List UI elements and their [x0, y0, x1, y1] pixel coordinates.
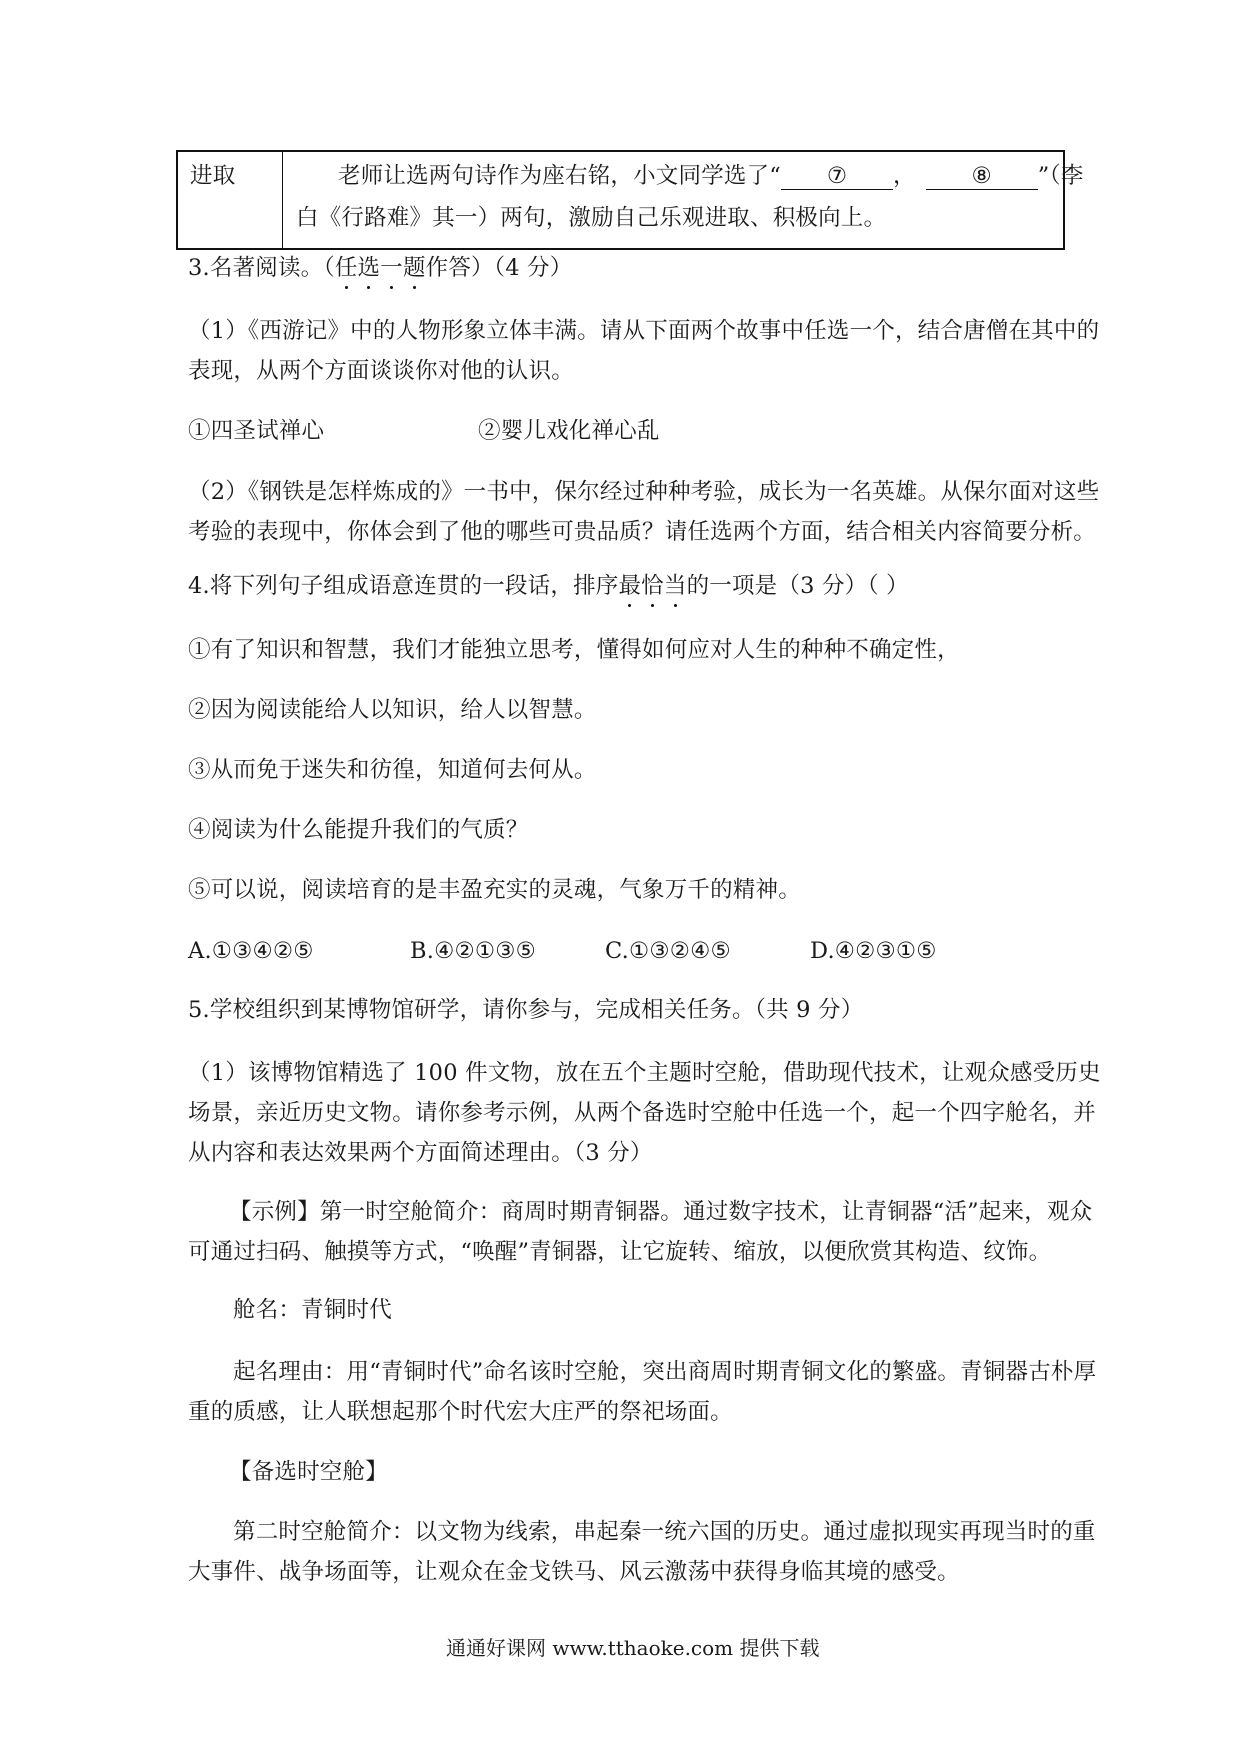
- q5-reason-line2: 重的质感，让人联想起那个时代宏大庄严的祭祀场面。: [188, 1399, 733, 1425]
- q4-choice-b: B.④②①③⑤: [410, 938, 536, 964]
- q5-alternatives-heading: 【备选时空舱】: [229, 1459, 388, 1485]
- table-line-1-prefix: 老师让选两句诗作为座右铭，小文同学选了“: [338, 163, 782, 189]
- q4-title-suffix: 的一项是（3 分）（ ）: [686, 573, 909, 599]
- q3-title-prefix: 3.名著阅读。（: [188, 255, 335, 281]
- q4-sentence-5: ⑤可以说，阅读培育的是丰盈充实的灵魂，气象万千的精神。: [188, 877, 801, 903]
- emphasis-char: 当: [663, 573, 687, 599]
- blank-7: ⑦: [781, 165, 893, 190]
- q4-title-prefix: 4.将下列句子组成语意连贯的一段话，排序: [188, 573, 619, 599]
- q4-choice-c: C.①③②④⑤: [605, 938, 731, 964]
- table-line-1-suffix: ”（李: [1037, 163, 1084, 189]
- q5-part1-line1: （1）该博物馆精选了 100 件文物，放在五个主题时空舱，借助现代技术，让观众感受历史: [188, 1060, 1101, 1086]
- q5-alt2-line2: 大事件、战争场面等，让观众在金戈铁马、风云激荡中获得身临其境的感受。: [188, 1559, 960, 1585]
- q5-part1-line3: 从内容和表达效果两个方面简述理由。（3 分）: [188, 1140, 653, 1166]
- q3-title-emphasis: [335, 255, 426, 281]
- q3-part1-line1: （1）《西游记》中的人物形象立体丰满。请从下面两个故事中任选一个，结合唐僧在其中的: [188, 318, 1100, 344]
- table-label: 进取: [190, 163, 236, 189]
- q3-title: [188, 257, 572, 280]
- q4-sentence-3: ③从而免于迷失和彷徨，知道何去何从。: [188, 757, 597, 783]
- poem-table: [176, 150, 1084, 250]
- blank-8: ⑧: [926, 165, 1038, 190]
- q5-reason-line1: 起名理由：用“青铜时代”命名该时空舱，突出商周时期青铜文化的繁盛。青铜器古朴厚: [233, 1359, 1097, 1385]
- page-footer: 通通好课网 www.tthaoke.com 提供下载: [446, 1636, 820, 1660]
- q5-example-line1: 【示例】第一时空舱简介：商周时期青铜器。通过数字技术，让青铜器“活”起来，观众: [229, 1199, 1093, 1225]
- q5-example-line2: 可通过扫码、触摸等方式，“唤醒”青铜器，让它旋转、缩放，以便欣赏其构造、纹饰。: [188, 1239, 1052, 1265]
- table-sep: ，: [893, 163, 916, 189]
- q4-title-emphasis: [618, 573, 686, 599]
- q4-sentence-2: ②因为阅读能给人以知识，给人以智慧。: [188, 697, 597, 723]
- q5-part1-line2: 场景，亲近历史文物。请你参考示例，从两个备选时空舱中任选一个，起一个四字舱名，并: [188, 1100, 1097, 1126]
- q3-option-2: ②婴儿戏化禅心乱: [478, 418, 660, 444]
- emphasis-char: 选: [357, 255, 381, 281]
- table-line-2: 白《行路难》其一）两句，激励自己乐观进取、积极向上。: [296, 205, 887, 231]
- emphasis-char: 任: [334, 255, 358, 281]
- q5-example-name: 舱名：青铜时代: [233, 1297, 392, 1323]
- table-line-1: [338, 165, 1084, 190]
- q4-title: [188, 575, 909, 598]
- q4-choice-d: D.④②③①⑤: [810, 938, 937, 964]
- q3-option-1: ①四圣试禅心: [188, 418, 325, 444]
- emphasis-char: 最: [618, 573, 642, 599]
- table-divider: [282, 152, 283, 248]
- q4-choice-a: A.①③④②⑤: [188, 938, 314, 964]
- emphasis-char: 一: [380, 255, 403, 281]
- q4-sentence-1: ①有了知识和智慧，我们才能独立思考，懂得如何应对人生的种种不确定性，: [188, 637, 960, 663]
- q5-alt2-line1: 第二时空舱简介：以文物为线索，串起秦一统六国的历史。通过虚拟现实再现当时的重: [233, 1519, 1096, 1545]
- q5-title: 5.学校组织到某博物馆研学，请你参与，完成相关任务。（共 9 分）: [188, 997, 864, 1023]
- q3-part2-line2: 考验的表现中，你体会到了他的哪些可贵品质？请任选两个方面，结合相关内容简要分析。: [188, 519, 1097, 545]
- q3-part1-line2: 表现，从两个方面谈谈你对他的认识。: [188, 358, 574, 384]
- q3-title-suffix: 作答）（4 分）: [425, 255, 573, 281]
- emphasis-char: 题: [402, 255, 426, 281]
- q3-part2-line1: （2）《钢铁是怎样炼成的》一书中，保尔经过种种考验，成长为一名英雄。从保尔面对这些: [188, 479, 1100, 505]
- q4-sentence-4: ④阅读为什么能提升我们的气质？: [188, 817, 529, 843]
- emphasis-char: 恰: [641, 573, 664, 599]
